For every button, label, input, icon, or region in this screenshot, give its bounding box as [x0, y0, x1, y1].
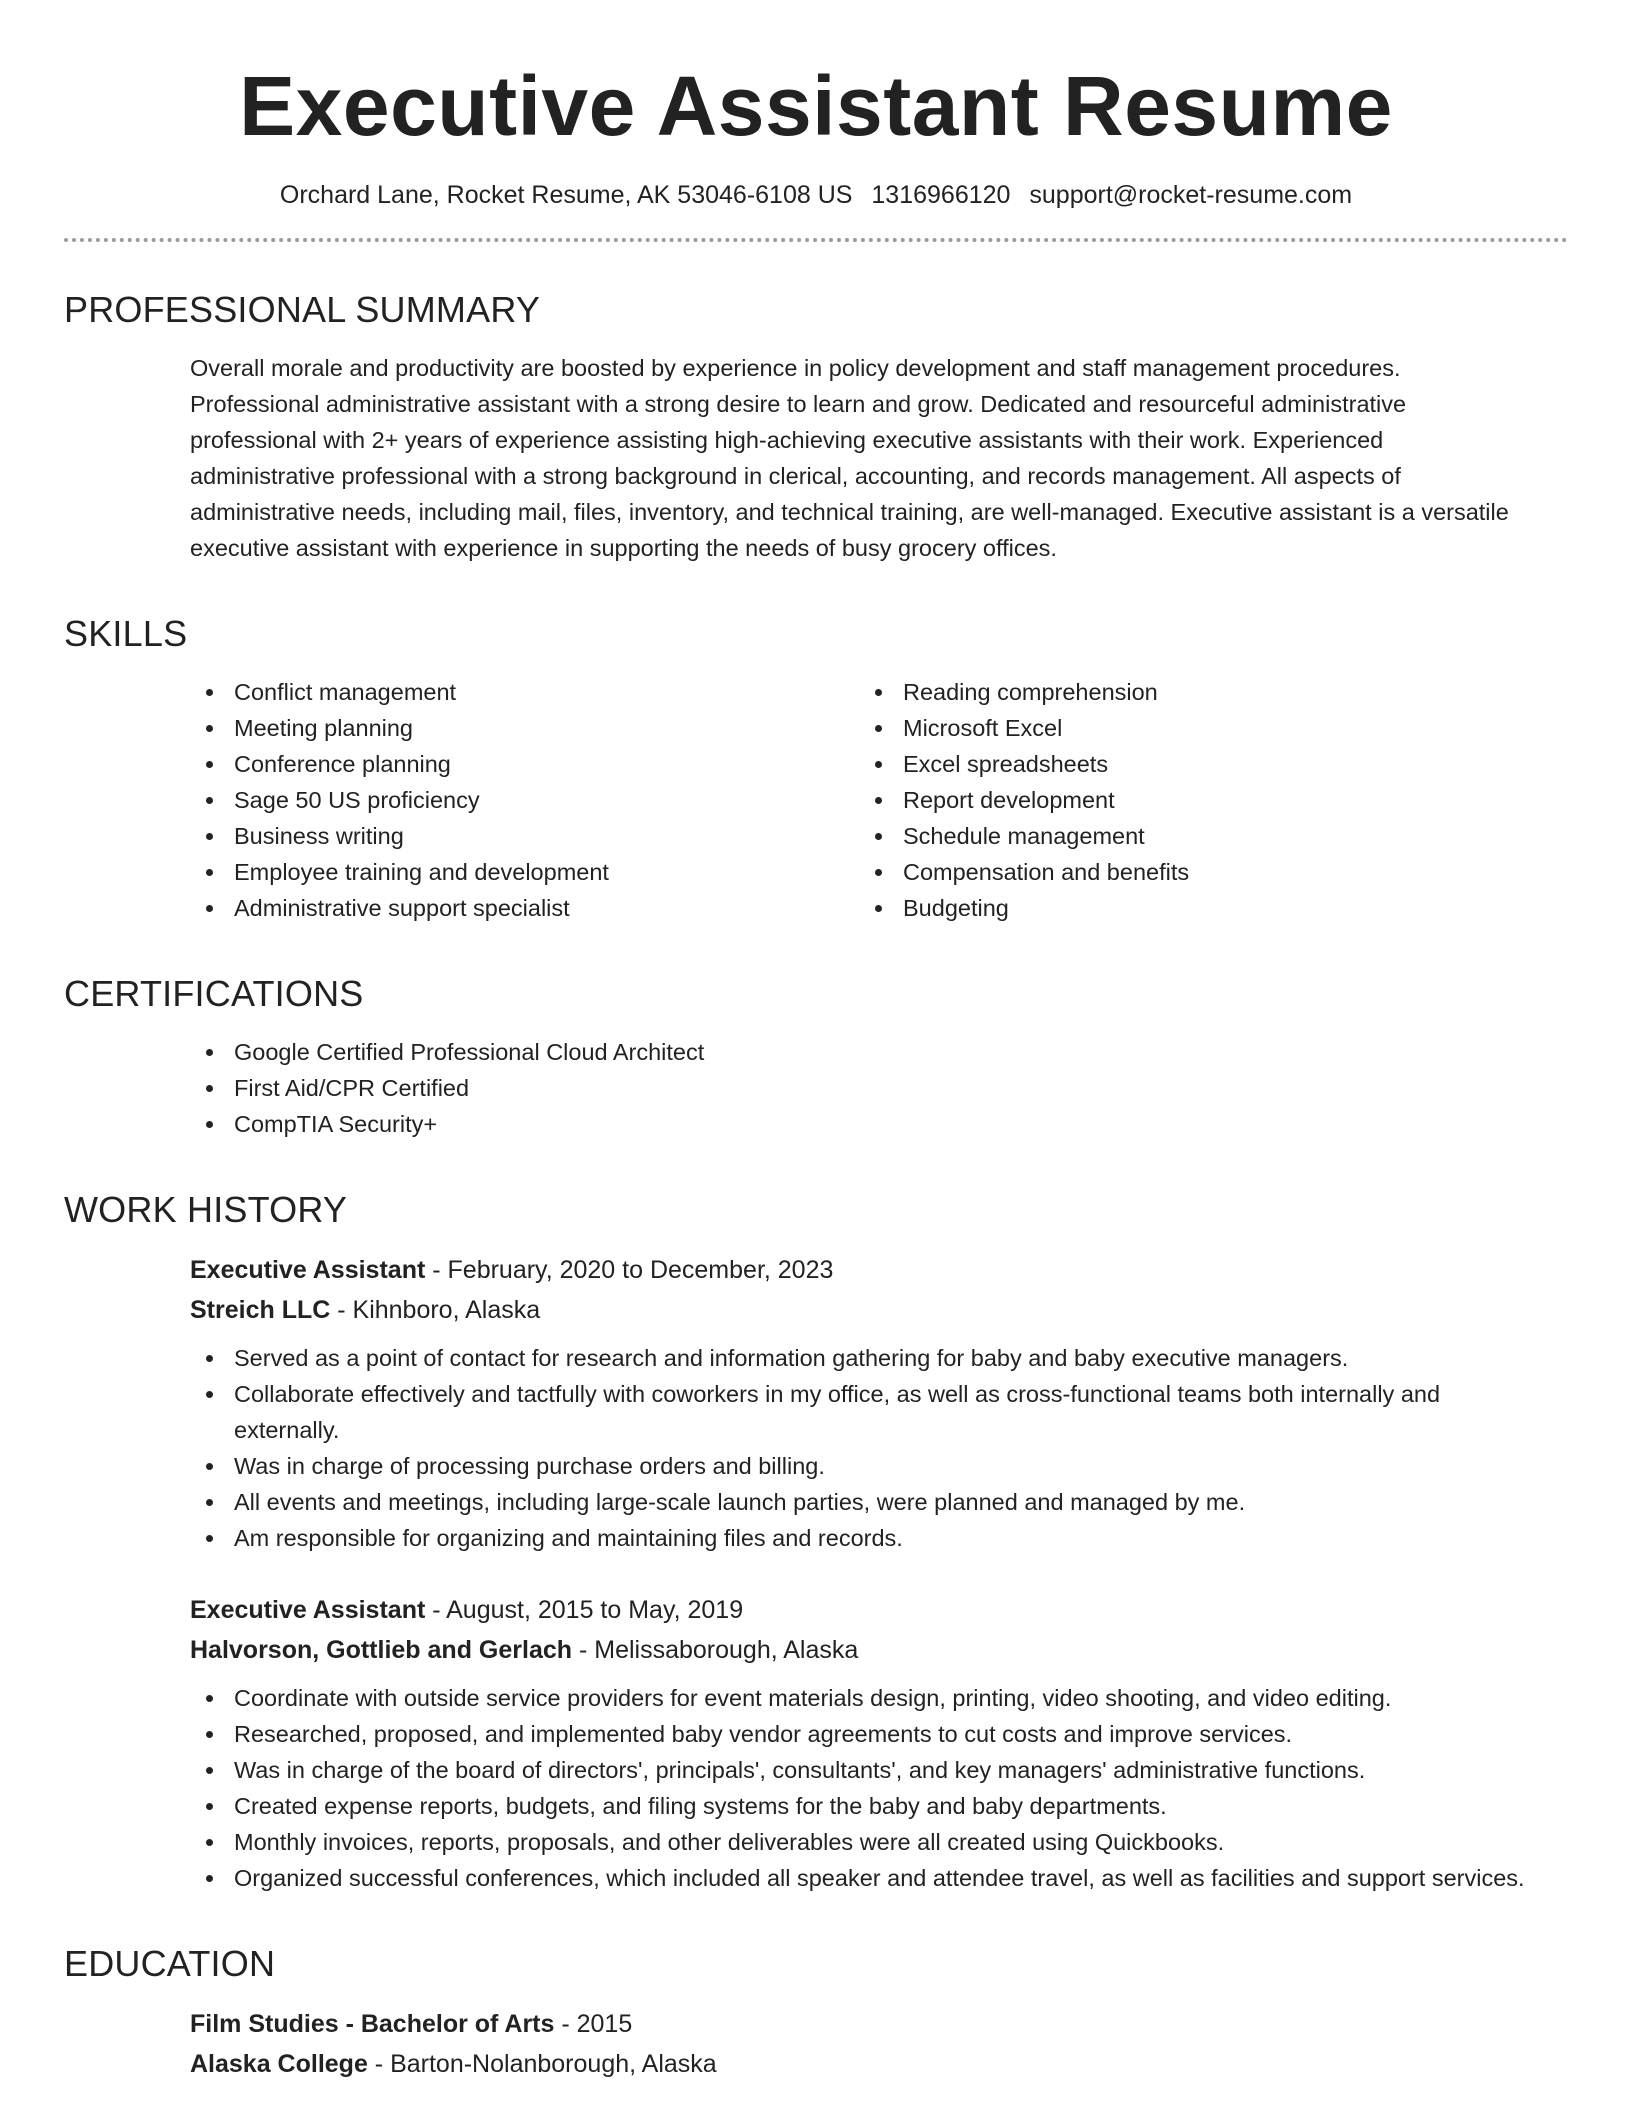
skill-item: Conflict management — [190, 674, 859, 710]
job-bullet: Monthly invoices, reports, proposals, and other deliverables were all created using Quickbooks. — [190, 1824, 1528, 1860]
contact-email: support@rocket-resume.com — [1029, 181, 1353, 209]
skills-columns — [190, 674, 1528, 926]
education-school: Alaska College — [190, 2050, 368, 2078]
certifications-heading: CERTIFICATIONS — [64, 973, 364, 1014]
summary-text: Overall morale and productivity are boosted by experience in policy development and staff management procedures. Professional administrative assistant with a strong desire to learn and grow. Dedicated and resourceful administrative professional with 2+ years of experience assisting high-achieving executive assistants with their work. Experienced administrative professional with a strong background in clerical, accounting, and records management. All aspects of administrative needs, including mail, files, inventory, and technical training, are well-managed. Executive assistant is a versatile executive assistant with experience in supporting the needs of busy grocery offices. — [190, 355, 1509, 561]
certification-item: Google Certified Professional Cloud Architect — [190, 1034, 1528, 1070]
job-bullet: Am responsible for organizing and maintaining files and records. — [190, 1520, 1528, 1556]
skill-item: Compensation and benefits — [859, 854, 1528, 890]
certification-item: CompTIA Security+ — [190, 1106, 1528, 1142]
education-degree: Film Studies - Bachelor of Arts — [190, 2010, 555, 2038]
job-title: Executive Assistant — [190, 1256, 426, 1284]
job-title: Executive Assistant — [190, 1596, 426, 1624]
certification-item: First Aid/CPR Certified — [190, 1070, 1528, 1106]
skill-item: Excel spreadsheets — [859, 746, 1528, 782]
summary-section — [64, 288, 1568, 566]
skill-item: Microsoft Excel — [859, 710, 1528, 746]
contact-phone: 1316966120 — [871, 181, 1011, 209]
skill-item: Administrative support specialist — [190, 890, 859, 926]
job-title-line — [190, 1590, 1528, 1630]
education-entry — [190, 2004, 1528, 2084]
work-history-heading: WORK HISTORY — [64, 1189, 348, 1230]
job-bullet: Was in charge of processing purchase orders and billing. — [190, 1448, 1528, 1484]
job-title-line — [190, 1250, 1528, 1290]
job-dates: - February, 2020 to December, 2023 — [425, 1256, 834, 1284]
education-section — [64, 1942, 1568, 2084]
job-bullets — [190, 1340, 1528, 1556]
skill-item: Conference planning — [190, 746, 859, 782]
work-history-section — [64, 1188, 1568, 1896]
header-divider — [64, 238, 1568, 242]
job-bullet: Coordinate with outside service providers for event materials design, printing, video shooting, and video editing. — [190, 1680, 1528, 1716]
job-bullet: Created expense reports, budgets, and filing systems for the baby and baby departments. — [190, 1788, 1528, 1824]
education-degree-line — [190, 2004, 1528, 2044]
skill-item: Sage 50 US proficiency — [190, 782, 859, 818]
certifications-list — [190, 1034, 1528, 1142]
job-location: - Kihnboro, Alaska — [330, 1296, 541, 1324]
education-location: - Barton-Nolanborough, Alaska — [367, 2050, 717, 2078]
skill-item: Meeting planning — [190, 710, 859, 746]
job-bullet: Collaborate effectively and tactfully with coworkers in my office, as well as cross-functional teams both internally and externally. — [190, 1376, 1528, 1448]
contact-address: Orchard Lane, Rocket Resume, AK 53046-6108 US — [279, 181, 853, 209]
job-company-line — [190, 1630, 1528, 1670]
contact-line — [64, 178, 1568, 212]
resume-title: Executive Assistant Resume — [239, 59, 1393, 153]
job-company: Streich LLC — [190, 1296, 331, 1324]
job-dates: - August, 2015 to May, 2019 — [425, 1596, 744, 1624]
skills-section — [64, 612, 1568, 926]
job-bullet: Organized successful conferences, which included all speaker and attendee travel, as well as facilities and support services. — [190, 1860, 1528, 1896]
skill-item: Business writing — [190, 818, 859, 854]
skill-item: Schedule management — [859, 818, 1528, 854]
job-company-line — [190, 1290, 1528, 1330]
skill-item: Employee training and development — [190, 854, 859, 890]
job-bullet: Researched, proposed, and implemented baby vendor agreements to cut costs and improve services. — [190, 1716, 1528, 1752]
job-location: - Melissaborough, Alaska — [572, 1636, 859, 1664]
job-bullet: Served as a point of contact for research and information gathering for baby and baby executive managers. — [190, 1340, 1528, 1376]
skill-item: Reading comprehension — [859, 674, 1528, 710]
summary-heading: PROFESSIONAL SUMMARY — [64, 289, 541, 330]
skills-right-list — [859, 674, 1528, 926]
job-entry — [190, 1590, 1528, 1896]
skills-left-list — [190, 674, 859, 926]
skill-item: Report development — [859, 782, 1528, 818]
skill-item: Budgeting — [859, 890, 1528, 926]
job-entry — [190, 1250, 1528, 1556]
education-heading: EDUCATION — [64, 1943, 276, 1984]
education-year: - 2015 — [554, 2010, 633, 2038]
education-school-line — [190, 2044, 1528, 2084]
job-bullet: Was in charge of the board of directors', principals', consultants', and key managers' administrative functions. — [190, 1752, 1528, 1788]
certifications-section — [64, 972, 1568, 1142]
job-bullets — [190, 1680, 1528, 1896]
job-bullet: All events and meetings, including large-scale launch parties, were planned and managed by me. — [190, 1484, 1528, 1520]
job-company: Halvorson, Gottlieb and Gerlach — [190, 1636, 573, 1664]
skills-heading: SKILLS — [64, 613, 188, 654]
